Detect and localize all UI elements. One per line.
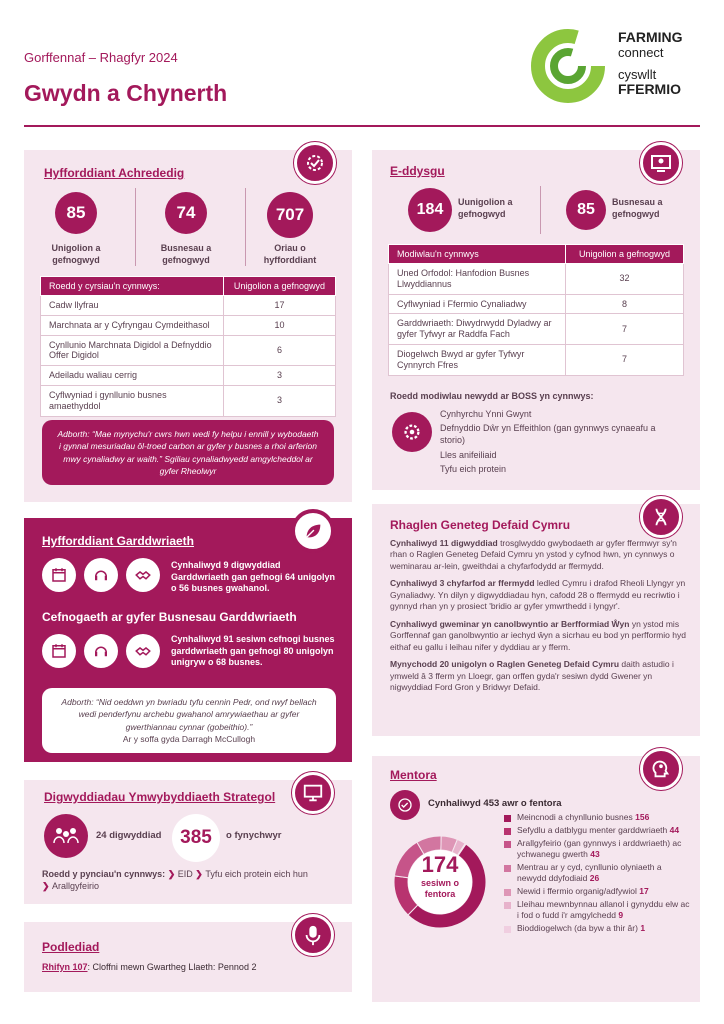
legend-label: Sefydlu a datblygu menter garddwriaeth 44: [517, 825, 680, 836]
horticulture-text-2: Cynhaliwyd 91 sesiwn cefnogi busnes garddwriaeth gan gefnogi 80 unigolyn unigryw o 68 busnes.: [171, 634, 335, 668]
genetics-panel: [372, 504, 700, 736]
elearning-stat-label: Busnesau a gefnogwyd: [612, 197, 663, 220]
accredited-stat-value: 85: [66, 203, 86, 222]
course-name: Cyflwyniad i gynllunio busnes amaethyddol: [41, 385, 224, 416]
legend-item: [504, 886, 690, 897]
chevron-right-icon: ❯: [195, 869, 206, 879]
horticulture-text-1: Cynhaliwyd 9 digwyddiad Garddwriaeth gan gefnogi 64 unigolyn o 56 busnes gwahanol.: [171, 560, 336, 594]
module-value: 32: [566, 264, 684, 295]
genetics-title: Rhaglen Geneteg Defaid Cymru: [390, 518, 571, 532]
logo-word-3: cyswllt: [618, 67, 657, 82]
legend-label: Lleihau mewnbynnau allanol i gynyddu elw ac i fod o fudd i'r amgylchedd 9: [517, 899, 690, 921]
mentoring-title: Mentora: [390, 768, 437, 782]
genetics-bold: Cynhaliwyd 11 digwyddiad: [390, 538, 498, 548]
awareness-topics: [42, 868, 342, 892]
course-value: 3: [223, 385, 335, 416]
legend-label: Newid i ffermio organig/adfywiol 17: [517, 886, 649, 897]
course-value: 6: [223, 335, 335, 366]
topics-label: Roedd y pynciau'n cynnwys:: [42, 869, 166, 879]
computer-user-icon: [640, 142, 682, 184]
module-name: Uned Orfodol: Hanfodion Busnes Llwyddiannus: [389, 264, 566, 295]
handshake-icon: [126, 634, 160, 668]
table-row: [41, 315, 336, 335]
module-value: 7: [566, 314, 684, 345]
genetics-bold: Cynhaliwyd 3 chyfarfod ar ffermydd: [390, 578, 535, 589]
topic-item: Arallgyfeirio: [52, 881, 100, 892]
logo-word-2: connect: [618, 45, 664, 60]
attendee-circle: [172, 814, 220, 862]
table-row: [389, 294, 684, 314]
topic-item: EID: [177, 869, 193, 879]
leaf-icon: [292, 510, 334, 552]
horticulture-title: Hyfforddiant Garddwriaeth: [42, 534, 195, 548]
headset-icon: [84, 634, 118, 668]
legend-value: 156: [635, 812, 650, 822]
legend-item: [504, 862, 690, 884]
legend-label: Meincnodi a chynllunio busnes 156: [517, 812, 650, 822]
table-row: [41, 335, 336, 366]
legend-swatch: [504, 841, 511, 848]
gear-check-icon: [294, 142, 336, 184]
genetics-body: [390, 538, 686, 694]
calendar-icon: [42, 634, 76, 668]
check-icon: [390, 790, 420, 820]
elearning-table-wrap: [388, 244, 684, 376]
elearning-stat-value: 184: [416, 201, 444, 218]
accredited-panel: [24, 150, 352, 502]
logo-word-4: FFERMIO: [618, 81, 681, 97]
legend-label: Mentrau ar y cyd, cynllunio olyniaeth a newydd ddyfodiaid 26: [517, 862, 662, 884]
awareness-attendees-label: o fynychwyr: [226, 830, 282, 841]
genetics-text: yn ystod mis Gorffennaf gan ganolbwyntio ar iechyd ŵyn a sicrhau eu bod yn perfformio hyd eithaf eu gallu i leihau nifer y dyddiau ar y fferm.: [390, 618, 686, 652]
table-row: [389, 314, 684, 345]
legend-swatch: [504, 889, 511, 896]
elearning-stat-value: 85: [577, 201, 595, 218]
horticulture-panel: [24, 518, 352, 762]
people-icon: [44, 814, 88, 858]
genetics-bold: Cynhaliwyd gweminar yn canolbwyntio ar Berfformiad Ŵyn: [390, 618, 630, 629]
mentoring-panel: [372, 756, 700, 1002]
legend-value: 17: [639, 886, 649, 897]
legend-swatch: [504, 902, 511, 909]
chevron-right-icon: ❯: [42, 881, 53, 892]
awareness-events: 24 digwyddiad: [96, 830, 162, 841]
accredited-stat-label: Unigolion a gefnogwyd: [51, 243, 101, 266]
accredited-stat-value: 74: [176, 203, 196, 222]
legend-value: 1: [640, 923, 646, 934]
genetics-bold: Mynychodd 20 unigolyn o Raglen Geneteg Defaid Cymru: [390, 659, 620, 670]
table-row: [389, 344, 684, 375]
legend-value: 26: [589, 873, 600, 884]
farming-connect-logo: [528, 26, 708, 106]
horticulture-subtitle: Cefnogaeth ar gyfer Busnesau Garddwriaeth: [42, 610, 297, 624]
boss-item: Lles anifeiliaid: [440, 450, 497, 460]
table-header: Unigolion a gefnogwyd: [223, 277, 335, 296]
gear-icon: [392, 412, 432, 452]
topic-item: Tyfu eich protein eich hun: [205, 869, 308, 879]
podcast-text: [42, 962, 256, 972]
accredited-stat-circle: [55, 192, 97, 234]
mentoring-subtitle: Cynhaliwyd 453 awr o fentora: [428, 798, 562, 809]
table-header: Unigolion a gefnogwyd: [566, 245, 684, 264]
stat-divider: [135, 188, 136, 266]
elearning-stat-circle: [408, 188, 452, 232]
legend-label: Arallgyfeirio (gan gynnwys i arddwriaeth) ac ychwanegu gwerth 43: [517, 838, 682, 860]
podcast-episode-title: : Cloffni mewn Gwartheg Llaeth: Pennod 2: [87, 962, 257, 972]
horticulture-quote-author: Ar y soffa gyda Darragh McCullogh: [122, 733, 256, 744]
podcast-episode-link[interactable]: Rhifyn 107: [42, 962, 88, 972]
accredited-stat-label: Oriau o hyfforddiant: [263, 243, 317, 266]
horticulture-quote-text: Adborth: “Nid oeddwn yn bwriadu tyfu cennin Pedr, ond rwyf bellach wedi penderfynu archebu gwahanol amrywiaethau ar gyfer gwerthiannau cynnar (gobeithio).”: [61, 697, 317, 732]
accredited-table-wrap: [40, 276, 336, 417]
mentoring-legend: [504, 812, 690, 936]
table-header: Roedd y cyrsiau'n cynnwys:: [41, 277, 224, 296]
mentoring-total: 174: [421, 852, 459, 877]
elearning-stat-label: Uunigolion a gefnogwyd: [458, 197, 513, 220]
accredited-title: Hyfforddiant Achrededig: [44, 166, 185, 180]
awareness-title: Digwyddiadau Ymwybyddiaeth Strategol: [44, 790, 276, 804]
legend-swatch: [504, 828, 511, 835]
legend-label: Bioddiogelwch (da byw a thir âr) 1: [517, 923, 646, 934]
elearning-title: E-ddysgu: [390, 164, 445, 178]
horticulture-quote: [42, 688, 336, 753]
elearning-stat-circle: [566, 190, 606, 230]
genetics-paragraph: [390, 619, 686, 653]
awareness-attendees: 385: [180, 827, 212, 848]
chevron-right-icon: ❯: [167, 869, 178, 879]
presentation-icon: [292, 772, 334, 814]
module-name: Diogelwch Bwyd ar gyfer Tyfwyr Cynnyrch Ffres: [389, 344, 566, 375]
header-date: Gorffennaf – Rhagfyr 2024: [24, 50, 178, 65]
module-name: Cyflwyniad i Ffermio Cynaliadwy: [389, 294, 566, 314]
legend-swatch: [504, 815, 511, 822]
page-title: Gwydn a Chynerth: [24, 80, 228, 106]
accredited-stat-circle: [267, 192, 313, 238]
genetics-paragraph: [390, 578, 686, 612]
course-name: Cynllunio Marchnata Digidol a Defnyddio Offer Digidol: [41, 335, 224, 366]
header-divider: [24, 125, 700, 127]
elearning-table: [388, 244, 684, 376]
boss-item: Tyfu eich protein: [440, 464, 507, 474]
stat-divider: [245, 188, 246, 266]
headset-icon: [84, 558, 118, 592]
genetics-text: trosglwyddo gwybodaeth ar gyfer ffermwyr sy'n rhan o Raglen Geneteg Defaid Cymru yn ystod y cyfnod hwn, yn cynnwys o weminarau ar-lein, gweithdai a chyfarfodydd ar ffermydd.: [390, 538, 677, 571]
legend-value: 44: [669, 825, 680, 836]
head-idea-icon: [640, 748, 682, 790]
elearning-panel: [372, 150, 700, 490]
course-name: Marchnata ar y Cyfryngau Cymdeithasol: [41, 315, 224, 335]
course-value: 17: [223, 296, 335, 316]
genetics-paragraph: [390, 659, 686, 693]
legend-item: [504, 825, 690, 836]
accredited-table: [40, 276, 336, 417]
legend-value: 43: [590, 849, 600, 860]
awareness-panel: [24, 780, 352, 904]
mentoring-total-label: sesiwn o fentora: [420, 878, 459, 899]
genetics-text: ledled Cymru i drafod Rheoli Llyngyr yn Gynaliadwy. Yn dilyn y digwyddiadau hyn, cafodd 28 o ffermydd eu recriwtio i gynnyd rhan yn y prosiect 'bridio ar gyfer ymwrthedd i lyngyr'.: [390, 578, 686, 612]
legend-swatch: [504, 865, 511, 872]
course-name: Adeiladu waliau cerrig: [41, 366, 224, 386]
accredited-quote: Adborth: “Mae mynychu'r cwrs hwn wedi fy helpu i ennill y wybodaeth i gynnal mesuriadau ôl-troed carbon ar gyfer y busnes a rhoi arferion mwy cynaliadwy ar waith.” Sgiliau cynaliadwyedd amgylcheddol ar gyfer Rheolwyr: [42, 420, 334, 485]
legend-swatch: [504, 926, 511, 933]
logo-word-1: FARMING: [618, 29, 683, 45]
legend-item: [504, 838, 690, 860]
boss-item: Defnyddio Dŵr yn Effeithlon (gan gynnwys cynaeafu a storio): [440, 423, 656, 446]
module-value: 7: [566, 344, 684, 375]
course-name: Cadw llyfrau: [41, 296, 224, 316]
handshake-icon: [126, 558, 160, 592]
table-row: [389, 264, 684, 295]
boss-title: Roedd modiwlau newydd ar BOSS yn cynnwys:: [390, 391, 594, 401]
calendar-icon: [42, 558, 76, 592]
table-header: Modiwlau'n cynnwys: [389, 245, 566, 264]
legend-item: [504, 923, 690, 934]
accredited-stat-circle: [165, 192, 207, 234]
table-row: [41, 296, 336, 316]
accredited-stat-label: Busnesau a gefnogwyd: [160, 243, 212, 266]
table-row: [41, 366, 336, 386]
table-row: [41, 385, 336, 416]
genetics-paragraph: [390, 538, 686, 572]
accredited-stat-value: 707: [275, 205, 305, 224]
genetics-text: daith astudio i ymweld â 3 fferm yn Lloegr, gan orffen gyda'r sesiwn dydd Gwener yn nigwyddiad Ford Gron y Bridwyr Defaid.: [390, 659, 674, 693]
dna-icon: [640, 496, 682, 538]
podcast-title: Podlediad: [42, 940, 100, 954]
module-value: 8: [566, 294, 684, 314]
legend-item: [504, 899, 690, 921]
microphone-icon: [292, 914, 334, 956]
stat-divider: [540, 186, 541, 234]
course-value: 10: [223, 315, 335, 335]
module-name: Garddwriaeth: Diwydrwydd Dyladwy ar gyfer Tyfwyr ar Raddfa Fach: [389, 314, 566, 345]
legend-value: 9: [618, 910, 624, 921]
legend-item: [504, 812, 690, 823]
course-value: 3: [223, 366, 335, 386]
podcast-panel: [24, 922, 352, 992]
boss-item: Cynhyrchu Ynni Gwynt: [440, 409, 532, 419]
